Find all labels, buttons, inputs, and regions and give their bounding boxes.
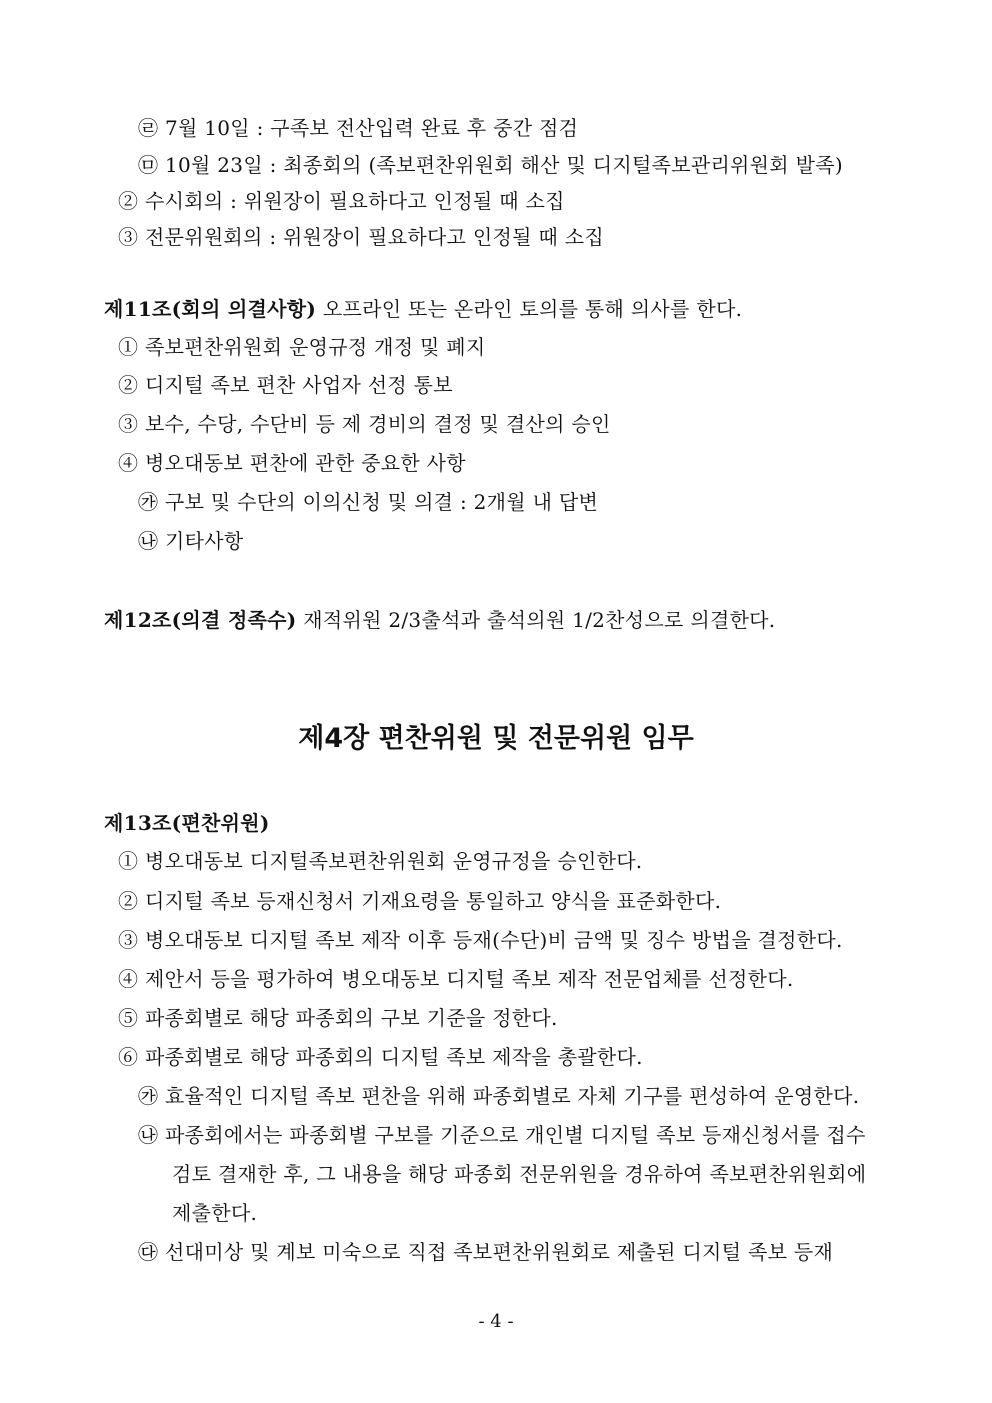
article-11-title: 제11조(회의 의결사항)	[104, 297, 317, 321]
chapter-heading: 제4장 편찬위원 및 전문위원 임무	[298, 723, 694, 754]
article-13-item-5: ⑤ 파종회별로 해당 파종회의 구보 기준을 정한다.	[118, 1006, 558, 1030]
article-11-item-4: ④ 병오대동보 편찬에 관한 중요한 사항	[118, 451, 466, 475]
article-13-item-4: ④ 제안서 등을 평가하여 병오대동보 디지털 족보 제작 전문업체를 선정한다.	[118, 967, 794, 991]
article-11-subitem-na: ㉯ 기타사항	[138, 529, 244, 553]
article-13-item-2: ② 디지털 족보 등재신청서 기재요령을 통일하고 양식을 표준화한다.	[118, 889, 722, 913]
article-13-subitem-na-end: 제출한다.	[172, 1201, 258, 1225]
article-13-title: 제13조(편찬위원)	[104, 811, 270, 835]
article-13-subitem-na-cont: 검토 결재한 후, 그 내용을 해당 파종회 전문위원을 경유하여 족보편찬위원회에	[172, 1162, 867, 1186]
article-13-item-1: ① 병오대동보 디지털족보편찬위원회 운영규정을 승인한다.	[118, 849, 643, 873]
article-11-text: 오프라인 또는 온라인 토의를 통해 의사를 한다.	[316, 297, 743, 321]
meeting-type-2: ② 수시회의 : 위원장이 필요하다고 인정될 때 소집	[118, 189, 565, 213]
schedule-item-ra: ㉣ 7월 10일 : 구족보 전산입력 완료 후 중간 점검	[138, 116, 579, 140]
article-13-subitem-ga: ㉮ 효율적인 디지털 족보 편찬을 위해 파종회별로 자체 기구를 편성하여 운영한다.	[138, 1084, 860, 1108]
meeting-type-3: ③ 전문위원회의 : 위원장이 필요하다고 인정될 때 소집	[118, 225, 604, 249]
article-13-subitem-na: ㉯ 파종회에서는 파종회별 구보를 기준으로 개인별 디지털 족보 등재신청서를 접수	[138, 1123, 866, 1147]
schedule-item-ma: ㉤ 10월 23일 : 최종회의 (족보편찬위원회 해산 및 디지털족보관리위원회 발족)	[138, 153, 843, 177]
article-12	[104, 607, 775, 633]
article-11	[104, 296, 742, 322]
article-11-subitem-ga: ㉮ 구보 및 수단의 이의신청 및 의결 : 2개월 내 답변	[138, 490, 599, 514]
article-11-item-1: ① 족보편찬위원회 운영규정 개정 및 폐지	[118, 335, 486, 359]
article-12-title: 제12조(의결 정족수)	[104, 608, 297, 632]
article-13-item-3: ③ 병오대동보 디지털 족보 제작 이후 등재(수단)비 금액 및 징수 방법을 결정한다.	[118, 928, 843, 952]
article-11-item-2: ② 디지털 족보 편찬 사업자 선정 통보	[118, 373, 453, 397]
article-11-item-3: ③ 보수, 수당, 수단비 등 제 경비의 결정 및 결산의 승인	[118, 412, 611, 436]
article-13-subitem-da: ㉰ 선대미상 및 계보 미숙으로 직접 족보편찬위원회로 제출된 디지털 족보 등재	[138, 1240, 834, 1264]
article-12-text: 재적위원 2/3출석과 출석의원 1/2찬성으로 의결한다.	[296, 608, 776, 632]
page-number: - 4 -	[478, 1311, 514, 1332]
article-13-item-6: ⑥ 파종회별로 해당 파종회의 디지털 족보 제작을 총괄한다.	[118, 1045, 643, 1069]
